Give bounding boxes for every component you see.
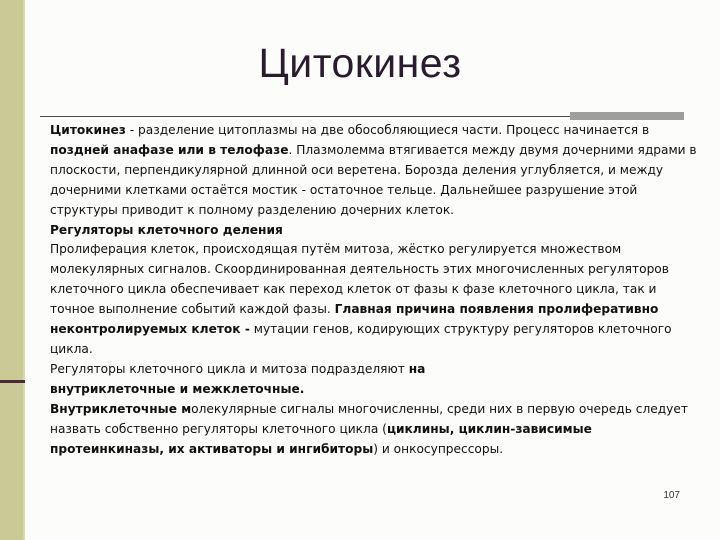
bold-segment: поздней анафазе или в телофазе [50, 142, 289, 157]
paragraph-regulators [50, 360, 700, 400]
term-cytokinesis: Цитокинез [50, 123, 126, 137]
title-divider [40, 116, 660, 117]
slide-title: Цитокинез [258, 40, 462, 86]
text-segment: ) и онкосупрессоры. [373, 441, 504, 456]
text-segment: - разделение цитоплазмы на две обособляющиеся части. Процесс начинается в [125, 123, 650, 137]
text-segment: мутации генов, кодирующих структуру регуляторов клеточного цикла. [50, 322, 672, 356]
paragraph-intracellular [50, 400, 700, 460]
bold-segment: на [408, 361, 426, 376]
bold-segment: Главная причина появления пролиферативно неконтролируемых клеток - [50, 302, 659, 337]
text-segment: олекулярные сигналы многочисленны, среди них в первую очередь следует назвать собственно регуляторы клеточного цикла ( [50, 401, 688, 436]
paragraph-proliferation [50, 240, 700, 359]
section-heading: Регуляторы клеточного деления [50, 222, 283, 237]
bold-segment: внутриклеточные и межклеточные. [50, 381, 305, 396]
bold-segment: циклины, циклин-зависимые протеинкиназы, их активаторы и ингибиторы [50, 421, 592, 456]
slide-body [50, 121, 700, 459]
text-segment: Пролиферация клеток, происходящая путём митоза, жёстко регулируется множеством молекулярных сигналов. Скоординированная деятельность этих многочисленных регуляторов клеточного цикла обеспечивает как переход клеток от фазы к фазе клеточного цикла, так и точное выполнение событий каждой фазы. [50, 242, 669, 317]
text-segment: . Плазмолемма втягивается между двумя дочерними ядрами в плоскости, перпендикулярной длинной оси веретена. Борозда деления углубляется, и между дочерними клетками остаётся мостик - остаточное тельце. Дальнейшее разрушение этой структуры приводит к полному разделению дочерних клеток. [50, 142, 697, 217]
text-segment: Регуляторы клеточного цикла и митоза подразделяют [50, 361, 409, 376]
page-number: 107 [663, 490, 680, 501]
paragraph-cytokinesis [50, 121, 700, 221]
left-accent-mark [0, 380, 25, 383]
divider-accent-block [570, 112, 684, 120]
bold-segment: Внутриклеточные м [50, 401, 192, 416]
